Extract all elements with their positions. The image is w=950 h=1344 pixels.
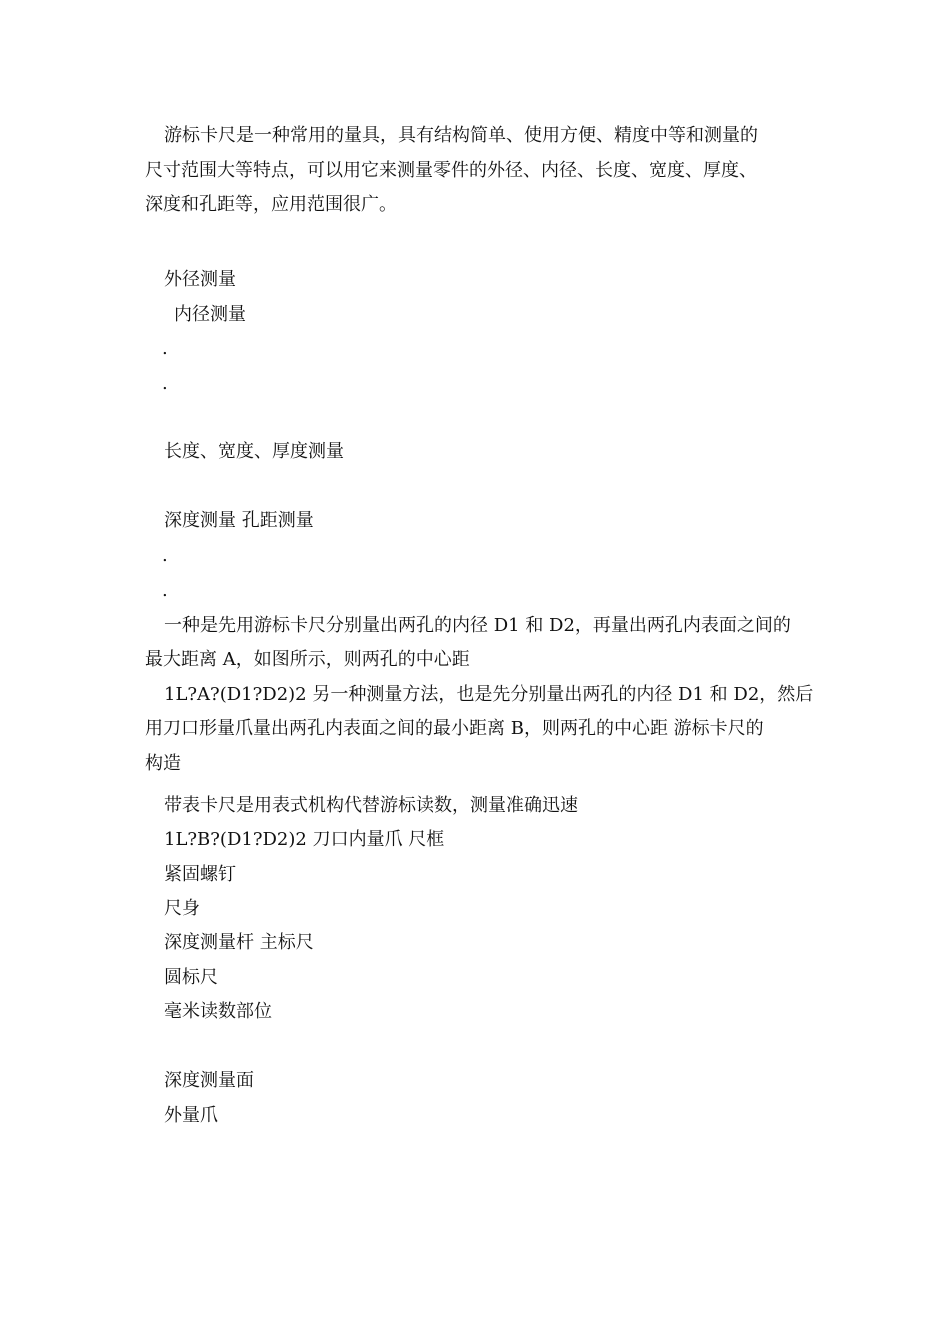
dot-marker: .: [162, 373, 168, 394]
method-2-line-1: 1L?A?(D1?D2)2 另一种测量方法，也是先分别量出两孔的内径 D1 和 D2，然后: [164, 684, 814, 705]
intro-line-1: 游标卡尺是一种常用的量具，具有结构简单、使用方便、精度中等和测量的: [164, 125, 758, 146]
heading-length-width-thickness: 长度、宽度、厚度测量: [164, 441, 344, 462]
part-label: 紧固螺钉: [164, 864, 236, 885]
dot-marker: .: [162, 580, 168, 601]
part-label: 毫米读数部位: [164, 1001, 272, 1022]
intro-line-3: 深度和孔距等，应用范围很广。: [145, 194, 397, 215]
dial-caliper-text: 带表卡尺是用表式机构代替游标读数，测量准确迅速: [164, 795, 578, 816]
part-label: 尺身: [164, 898, 200, 919]
depth-face-label: 深度测量面: [164, 1070, 254, 1091]
method-1-line-2: 最大距离 A，如图所示，则两孔的中心距: [145, 649, 470, 670]
formula-b-text: 1L?B?(D1?D2)2 刀口内量爪 尺框: [164, 829, 445, 850]
heading-inner-diameter: 内径测量: [174, 304, 246, 325]
intro-line-2: 尺寸范围大等特点，可以用它来测量零件的外径、内径、长度、宽度、厚度、: [145, 160, 757, 181]
part-label: 深度测量杆 主标尺: [164, 932, 314, 953]
part-label: 圆标尺: [164, 967, 218, 988]
method-2-line-3: 构造: [145, 753, 181, 774]
heading-outer-diameter: 外径测量: [164, 269, 236, 290]
method-1-line-1: 一种是先用游标卡尺分别量出两孔的内径 D1 和 D2，再量出两孔内表面之间的: [164, 615, 791, 636]
outer-jaw-label: 外量爪: [164, 1105, 218, 1126]
method-2-line-2: 用刀口形量爪量出两孔内表面之间的最小距离 B，则两孔的中心距 游标卡尺的: [145, 718, 764, 739]
heading-depth-hole: 深度测量 孔距测量: [164, 510, 314, 531]
dot-marker: .: [162, 545, 168, 566]
dot-marker: .: [162, 338, 168, 359]
